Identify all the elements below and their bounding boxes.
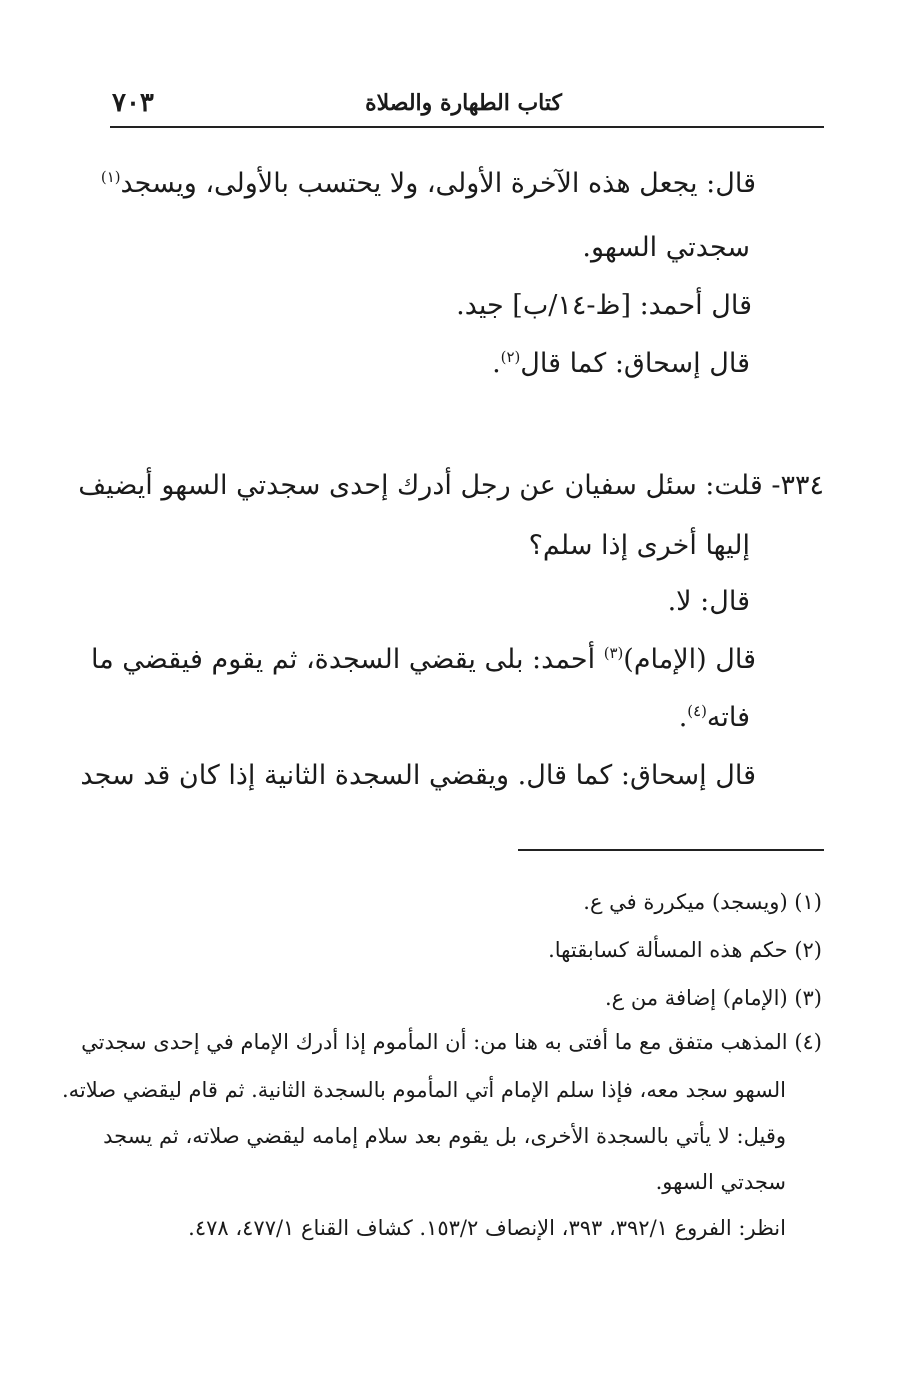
text-span: فاته [706,702,750,733]
footnote-3: (٣) (الإمام) إضافة من ع. [604,986,822,1010]
footnote-2: (٢) حكم هذه المسألة كسابقتها. [548,938,822,962]
text-span: قال: يجعل هذه الآخرة الأولى، ولا يحتسب بالأولى، ويسجد [120,168,756,199]
text-line: سجدتي السهو. [582,232,750,263]
text-line [492,348,750,379]
text-span: . [492,348,501,379]
footnote-4-line: السهو سجد معه، فإذا سلم الإمام أتي المأموم بالسجدة الثانية. ثم قام ليقضي صلاته. [61,1078,786,1102]
text-line [679,702,750,733]
text-line [91,644,756,675]
question-line: ٣٣٤- قلت: سئل سفيان عن رجل أدرك إحدى سجدتي السهو أيضيف [78,470,824,501]
footnote-4-references: انظر: الفروع ٣٩٢/١، ٣٩٣، الإنصاف ١٥٣/٢. كشاف القناع ٤٧٧/١، ٤٧٨. [188,1216,786,1240]
footnote-4-line: سجدتي السهو. [655,1170,786,1194]
footnote-ref: (٣) [603,644,624,662]
text-span: قال إسحاق: كما قال [520,348,750,379]
footnote-4: (٤) المذهب متفق مع ما أفتى به هنا من: أن المأموم إذا أدرك الإمام في إحدى سجدتي [81,1030,822,1054]
footnote-ref: (١) [100,168,121,186]
header-rule [110,126,824,128]
page-number: ٧٠٣ [112,88,154,118]
text-line: قال: لا. [667,586,750,617]
text-line: إليها أخرى إذا سلم؟ [528,530,750,561]
text-span: . [678,702,688,733]
text-line: قال إسحاق: كما قال. ويقضي السجدة الثانية إذا كان قد سجد [80,760,756,791]
text-span: قال (الإمام) [623,644,756,675]
footnote-4-line: وقيل: لا يأتي بالسجدة الأخرى، بل يقوم بعد سلام إمامه ليقضي صلاته، ثم يسجد [103,1124,786,1148]
text-span: أحمد: بلى يقضي السجدة، ثم يقوم فيقضي ما [91,644,604,675]
footnote-ref: (٤) [687,702,707,720]
footnote-1: (١) (ويسجد) ميكررة في ع. [583,890,822,914]
text-line: قال أحمد: [ظ-١٤/ب] جيد. [456,290,752,321]
page-header [112,88,824,122]
footnote-rule [518,849,824,851]
text-line [100,168,756,199]
running-title: كتاب الطهارة والصلاة [365,90,562,116]
footnote-ref: (٢) [500,348,521,366]
